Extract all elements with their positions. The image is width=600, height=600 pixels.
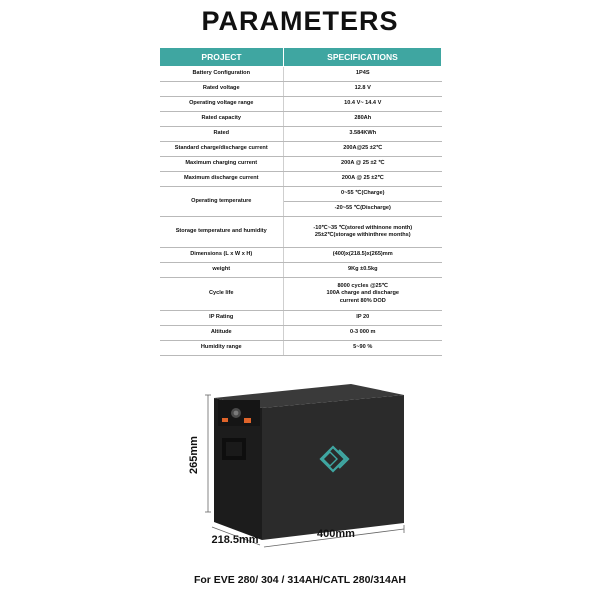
row-value: 200A @ 25 ±2℃ (284, 172, 442, 187)
row-label: Humidity range (160, 341, 284, 356)
row-value: (400)x(218.5)x(265)mm (284, 248, 442, 263)
row-value: 280Ah (284, 112, 442, 127)
row-value (284, 278, 442, 311)
table-row (160, 187, 442, 202)
page-title: PARAMETERS (201, 6, 399, 36)
height-label: 265mm (188, 436, 200, 474)
row-label: Operating voltage range (160, 97, 284, 112)
row-value-line: -10℃~35 ℃(stored withinone month) (313, 224, 413, 231)
row-label: Standard charge/discharge current (160, 142, 284, 157)
table-row (160, 112, 442, 127)
row-value: 3.584KWh (284, 127, 442, 142)
row-label: Rated voltage (160, 82, 284, 97)
row-value (284, 217, 442, 248)
row-label: Battery Configuration (160, 67, 284, 82)
row-value: 200A@25 ±2℃ (284, 142, 442, 157)
table-row (160, 82, 442, 97)
row-label: IP Rating (160, 311, 284, 326)
table-row (160, 341, 442, 356)
table-header-row (160, 48, 442, 67)
table-row (160, 142, 442, 157)
row-value: -20~55 ℃(Discharge) (284, 202, 442, 217)
table-row (160, 67, 442, 82)
compatibility-caption: For EVE 280/ 304 / 314AH/CATL 280/314AH (193, 574, 407, 586)
row-label: Altitude (160, 326, 284, 341)
row-value: 200A @ 25 ±2 ℃ (284, 157, 442, 172)
row-value-line: 8000 cycles @25℃ (337, 282, 389, 289)
parameters-table (159, 47, 442, 356)
depth-label: 218.5mm (211, 534, 259, 546)
table-row (160, 172, 442, 187)
row-label: Dimensions (L x W x H) (160, 248, 284, 263)
row-label: weight (160, 263, 284, 278)
row-value: 9Kg ±0.5kg (284, 263, 442, 278)
row-value-line: 100A charge and discharge (326, 290, 400, 297)
row-value: 1P4S (284, 67, 442, 82)
row-value: 10.4 V~ 14.4 V (284, 97, 442, 112)
table-row (160, 97, 442, 112)
table-row (160, 248, 442, 263)
row-label: Storage temperature and humidity (160, 217, 284, 248)
row-label: Rated (160, 127, 284, 142)
table-row (160, 263, 442, 278)
table-row (160, 217, 442, 248)
row-label: Cycle life (160, 278, 284, 311)
row-value-line: 25±2℃(storage withinthree months) (314, 232, 411, 238)
terminal-cap-icon (244, 418, 251, 423)
row-value: 0~55 ℃(Charge) (284, 187, 442, 202)
row-label: Rated capacity (160, 112, 284, 127)
row-value: IP 20 (284, 311, 442, 326)
row-value: 5~90 % (284, 341, 442, 356)
table-row (160, 157, 442, 172)
row-value: 0-3 000 m (284, 326, 442, 341)
battery-product-image (180, 378, 420, 568)
width-label: 400mm (317, 528, 355, 540)
table-row (160, 326, 442, 341)
header-specifications: SPECIFICATIONS (284, 48, 442, 67)
row-label: Operating temperature (160, 187, 284, 217)
row-value: 12.8 V (284, 82, 442, 97)
table-row (160, 127, 442, 142)
row-label: Maximum charging current (160, 157, 284, 172)
row-label: Maximum discharge current (160, 172, 284, 187)
table-row (160, 311, 442, 326)
table-row (160, 278, 442, 311)
row-value-line: current 80% DOD (339, 297, 386, 304)
header-project: PROJECT (160, 48, 284, 67)
